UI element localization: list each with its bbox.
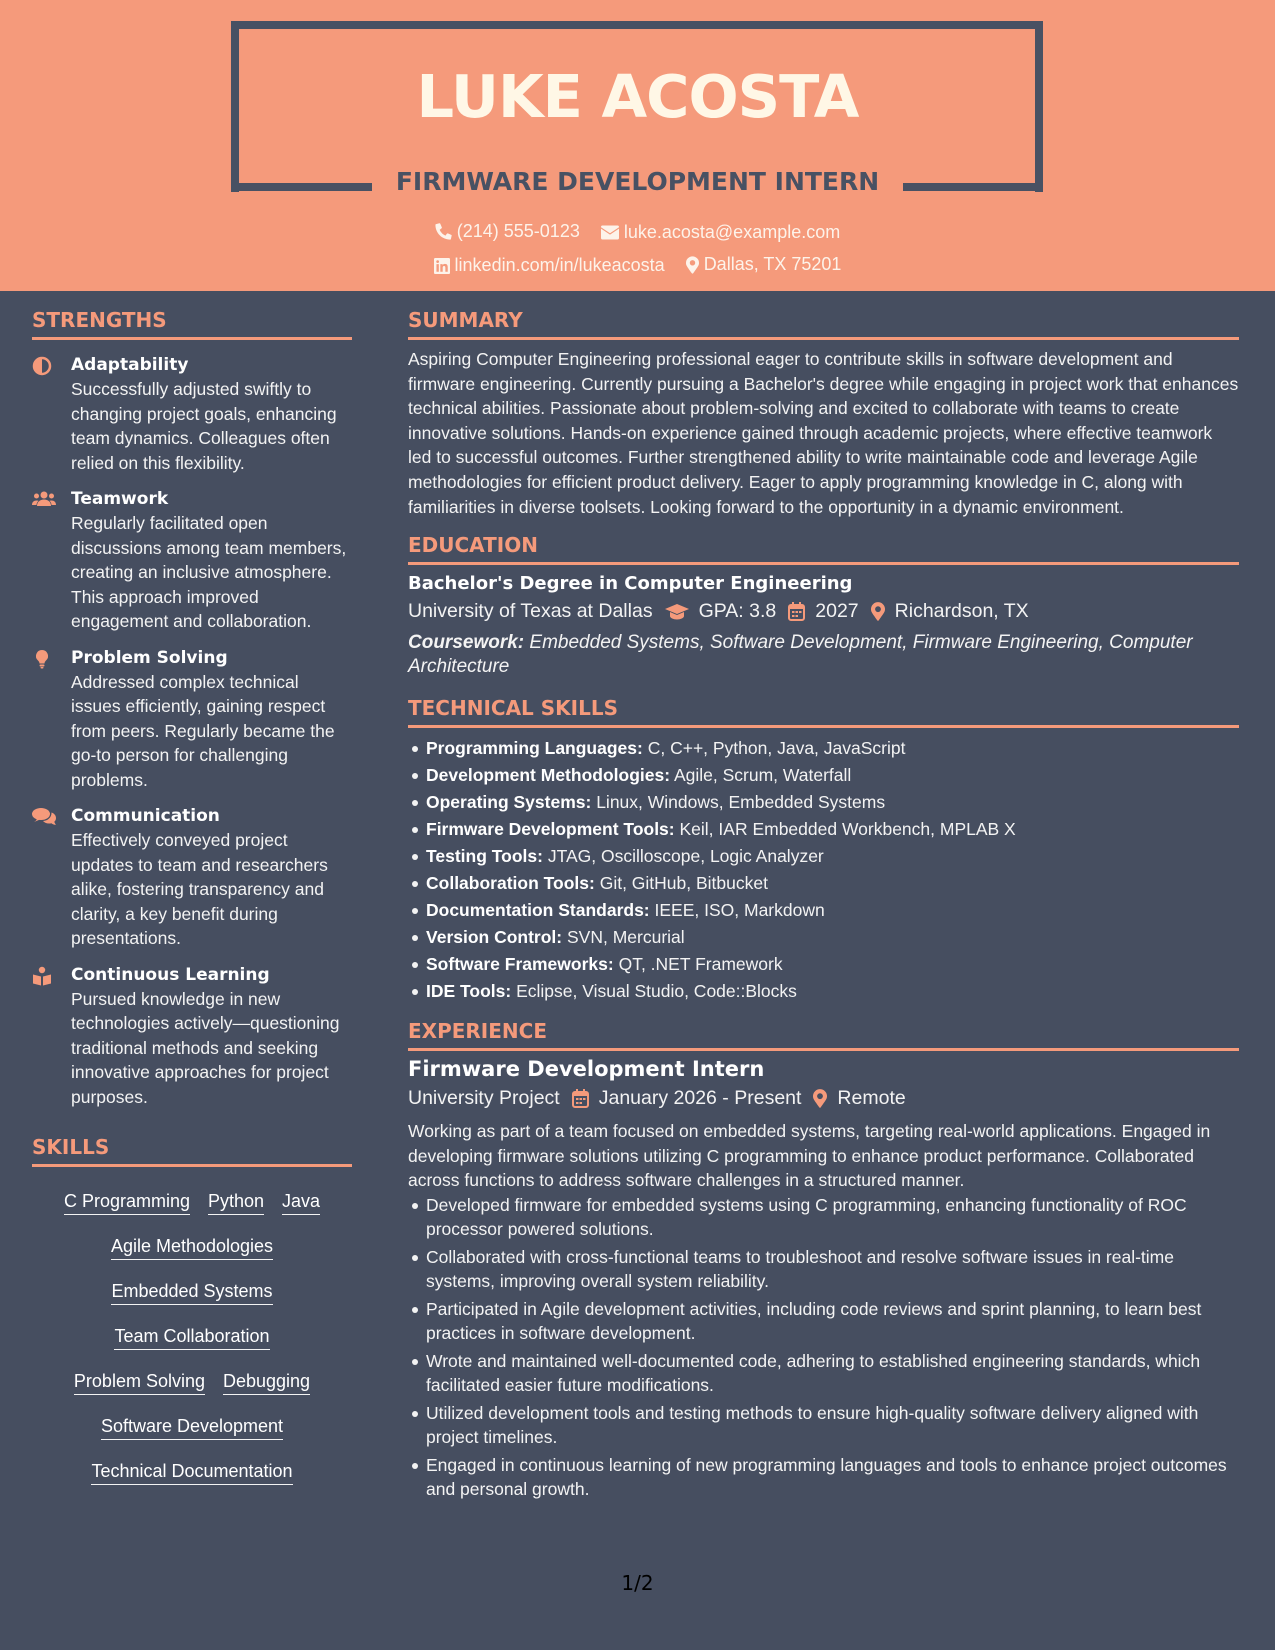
- skill-values: Keil, IAR Embedded Workbench, MPLAB X: [679, 819, 1016, 840]
- job-title: FIRMWARE DEVELOPMENT INTERN: [395, 167, 880, 196]
- skill-tag: C Programming: [64, 1190, 190, 1215]
- coursework-label: Coursework:: [408, 632, 525, 654]
- skill-values: Linux, Windows, Embedded Systems: [596, 792, 886, 813]
- experience-bullets: [408, 1193, 1239, 1502]
- lightbulb-icon: [32, 649, 52, 669]
- skills-list: [32, 1180, 352, 1495]
- school-name: University of Texas at Dallas: [408, 600, 653, 623]
- skill-values: C, C++, Python, Java, JavaScript: [647, 738, 906, 759]
- degree-title: Bachelor's Degree in Computer Engineering: [408, 573, 853, 595]
- right-column: [408, 291, 1239, 1505]
- skill-category: Testing Tools:: [426, 846, 543, 867]
- list-item: [408, 789, 1239, 816]
- role-title: Firmware Development Intern: [408, 1057, 765, 1082]
- skill-tag: Software Development: [101, 1415, 283, 1440]
- skill-category: Programming Languages:: [426, 738, 643, 759]
- resume-header: [0, 0, 1275, 291]
- comments-icon: [32, 807, 56, 825]
- experience-dates: January 2026 - Present: [598, 1087, 802, 1110]
- strength-item: [32, 646, 352, 793]
- list-item: Engaged in continuous learning of new programming languages and tools to enhance project outcomes and personal growth.: [408, 1453, 1239, 1502]
- candidate-name: LUKE ACOSTA: [416, 62, 859, 131]
- location-text: Dallas, TX 75201: [703, 254, 842, 274]
- graduation-cap-icon: [665, 603, 689, 621]
- skill-values: SVN, Mercurial: [567, 927, 685, 948]
- linkedin-icon: [434, 258, 450, 274]
- skill-category: IDE Tools:: [426, 981, 512, 1002]
- skill-values: Agile, Scrum, Waterfall: [673, 765, 852, 786]
- map-marker-icon: [813, 1089, 827, 1108]
- skill-category: Operating Systems:: [426, 792, 592, 813]
- skill-tag: Debugging: [223, 1370, 310, 1395]
- education-meta: [408, 600, 1239, 623]
- strength-text: Pursued knowledge in new technologies actively—questioning traditional methods and seeking innovative approaches for project purposes.: [71, 988, 340, 1107]
- linkedin-text: linkedin.com/in/lukeacosta: [454, 255, 665, 275]
- list-item: [408, 843, 1239, 870]
- skill-tag: Team Collaboration: [114, 1325, 269, 1350]
- list-item: [408, 924, 1239, 951]
- summary-text: Aspiring Computer Engineering professional eager to contribute skills in software development and firmware engineering. Currently pursuing a Bachelor's degree while engaging in project work that enhances technical abilities. Passionate about problem-solving and excited to collaborate with teams to create innovative solutions. Hands-on experience gained through academic projects, where effective teamwork led to successful outcomes. Further strengthened ability to write maintainable code and leverage Agile methodologies for efficient product delivery. Eager to apply programming knowledge in C, along with familiarities in diverse toolsets. Looking forward to the opportunity in a dynamic environment.: [408, 349, 1239, 517]
- gpa-text: GPA: 3.8: [698, 600, 777, 623]
- strength-item: [32, 487, 352, 634]
- page-number: 1/2: [621, 1571, 654, 1595]
- calendar-icon: [572, 1089, 589, 1108]
- list-item: Collaborated with cross-functional teams to troubleshoot and resolve software issues in real-time systems, improving overall system reliability.: [408, 1245, 1239, 1294]
- skill-category: Documentation Standards:: [426, 900, 650, 921]
- skill-category: Software Frameworks:: [426, 954, 614, 975]
- strength-text: Effectively conveyed project updates to team and researchers alike, fostering transparency and clarity, a key benefit during presentations.: [71, 830, 328, 948]
- strength-text: Addressed complex technical issues efficiently, gaining respect from peers. Regularly became the go-to person for challenging problems.: [71, 671, 335, 790]
- technical-skills-list: [408, 735, 1239, 1005]
- strength-title: Communication: [71, 806, 220, 826]
- strength-item: [32, 963, 352, 1110]
- education-heading: EDUCATION: [408, 533, 1239, 565]
- skill-tag: Technical Documentation: [91, 1460, 292, 1485]
- contact-location: [686, 254, 842, 275]
- skill-values: Git, GitHub, Bitbucket: [599, 873, 768, 894]
- skill-tag: Embedded Systems: [111, 1280, 272, 1305]
- skill-values: Eclipse, Visual Studio, Code::Blocks: [516, 981, 797, 1002]
- skill-category: Firmware Development Tools:: [426, 819, 675, 840]
- skill-values: QT, .NET Framework: [618, 954, 783, 975]
- summary-heading: SUMMARY: [408, 308, 1239, 340]
- coursework: [408, 631, 1239, 679]
- strength-item: [32, 804, 352, 951]
- email-text: luke.acosta@example.com: [623, 222, 841, 242]
- strength-title: Teamwork: [71, 489, 169, 509]
- skill-tag: Java: [282, 1190, 320, 1215]
- contact-phone[interactable]: [435, 221, 580, 242]
- strength-title: Continuous Learning: [71, 964, 270, 985]
- strength-item: [32, 353, 352, 475]
- list-item: [408, 870, 1239, 897]
- skill-tag: Python: [208, 1190, 264, 1215]
- skill-tag: Problem Solving: [74, 1370, 205, 1395]
- phone-icon: [435, 223, 452, 240]
- book-reader-icon: [32, 966, 52, 986]
- list-item: Utilized development tools and testing methods to ensure high-quality software delivery aligned with project timelines.: [408, 1401, 1239, 1450]
- strength-text: Successfully adjusted swiftly to changing project goals, enhancing team dynamics. Colleagues often relied on this flexibility.: [71, 379, 337, 473]
- users-icon: [32, 490, 56, 508]
- list-item: Participated in Agile development activities, including code reviews and sprint planning, to learn best practices in software development.: [408, 1297, 1239, 1346]
- skill-category: Collaboration Tools:: [426, 873, 595, 894]
- graduation-year: 2027: [815, 600, 859, 623]
- map-marker-icon: [686, 256, 699, 274]
- contact-linkedin[interactable]: [434, 255, 665, 276]
- calendar-icon: [788, 602, 805, 621]
- list-item: [408, 978, 1239, 1005]
- left-column: [32, 291, 352, 1495]
- skill-tag: Agile Methodologies: [111, 1235, 273, 1260]
- list-item: [408, 816, 1239, 843]
- skill-category: Development Methodologies:: [426, 765, 671, 786]
- map-marker-icon: [871, 602, 885, 621]
- skills-heading: SKILLS: [32, 1135, 352, 1167]
- experience-heading: EXPERIENCE: [408, 1019, 1239, 1051]
- technical-skills-heading: TECHNICAL SKILLS: [408, 696, 1239, 728]
- contact-row-2: [0, 254, 1275, 279]
- skill-values: IEEE, ISO, Markdown: [654, 900, 825, 921]
- organization: University Project: [408, 1087, 560, 1110]
- strength-title: Adaptability: [71, 355, 189, 375]
- envelope-icon: [601, 225, 619, 240]
- phone-text: (214) 555-0123: [456, 221, 580, 241]
- education-location: Richardson, TX: [894, 600, 1029, 623]
- list-item: [408, 897, 1239, 924]
- contact-email[interactable]: [601, 222, 840, 243]
- coursework-list: Embedded Systems, Software Development, Firmware Engineering, Computer Architecture: [408, 632, 1193, 678]
- experience-meta: [408, 1087, 1239, 1110]
- skill-values: JTAG, Oscilloscope, Logic Analyzer: [547, 846, 824, 867]
- strengths-heading: STRENGTHS: [32, 308, 352, 340]
- experience-location: Remote: [837, 1087, 906, 1110]
- half-circle-icon: [32, 356, 52, 376]
- strength-title: Problem Solving: [71, 647, 228, 668]
- list-item: Wrote and maintained well-documented code, adhering to established engineering standards, which facilitated easier future modifications.: [408, 1349, 1239, 1398]
- skill-category: Version Control:: [426, 927, 563, 948]
- contact-row-1: [0, 221, 1275, 245]
- list-item: [408, 951, 1239, 978]
- list-item: [408, 735, 1239, 762]
- experience-description: Working as part of a team focused on embedded systems, targeting real-world applications. Engaged in developing firmware solutions utilizing C programming to enhance product performance. Collaborated across functions to address software challenges in a structured manner.: [408, 1121, 1211, 1191]
- list-item: Developed firmware for embedded systems using C programming, enhancing functionality of ROC processor powered solutions.: [408, 1193, 1239, 1242]
- strength-text: Regularly facilitated open discussions among team members, creating an inclusive atmosphere. This approach improved engagement and collaboration.: [71, 513, 347, 631]
- list-item: [408, 762, 1239, 789]
